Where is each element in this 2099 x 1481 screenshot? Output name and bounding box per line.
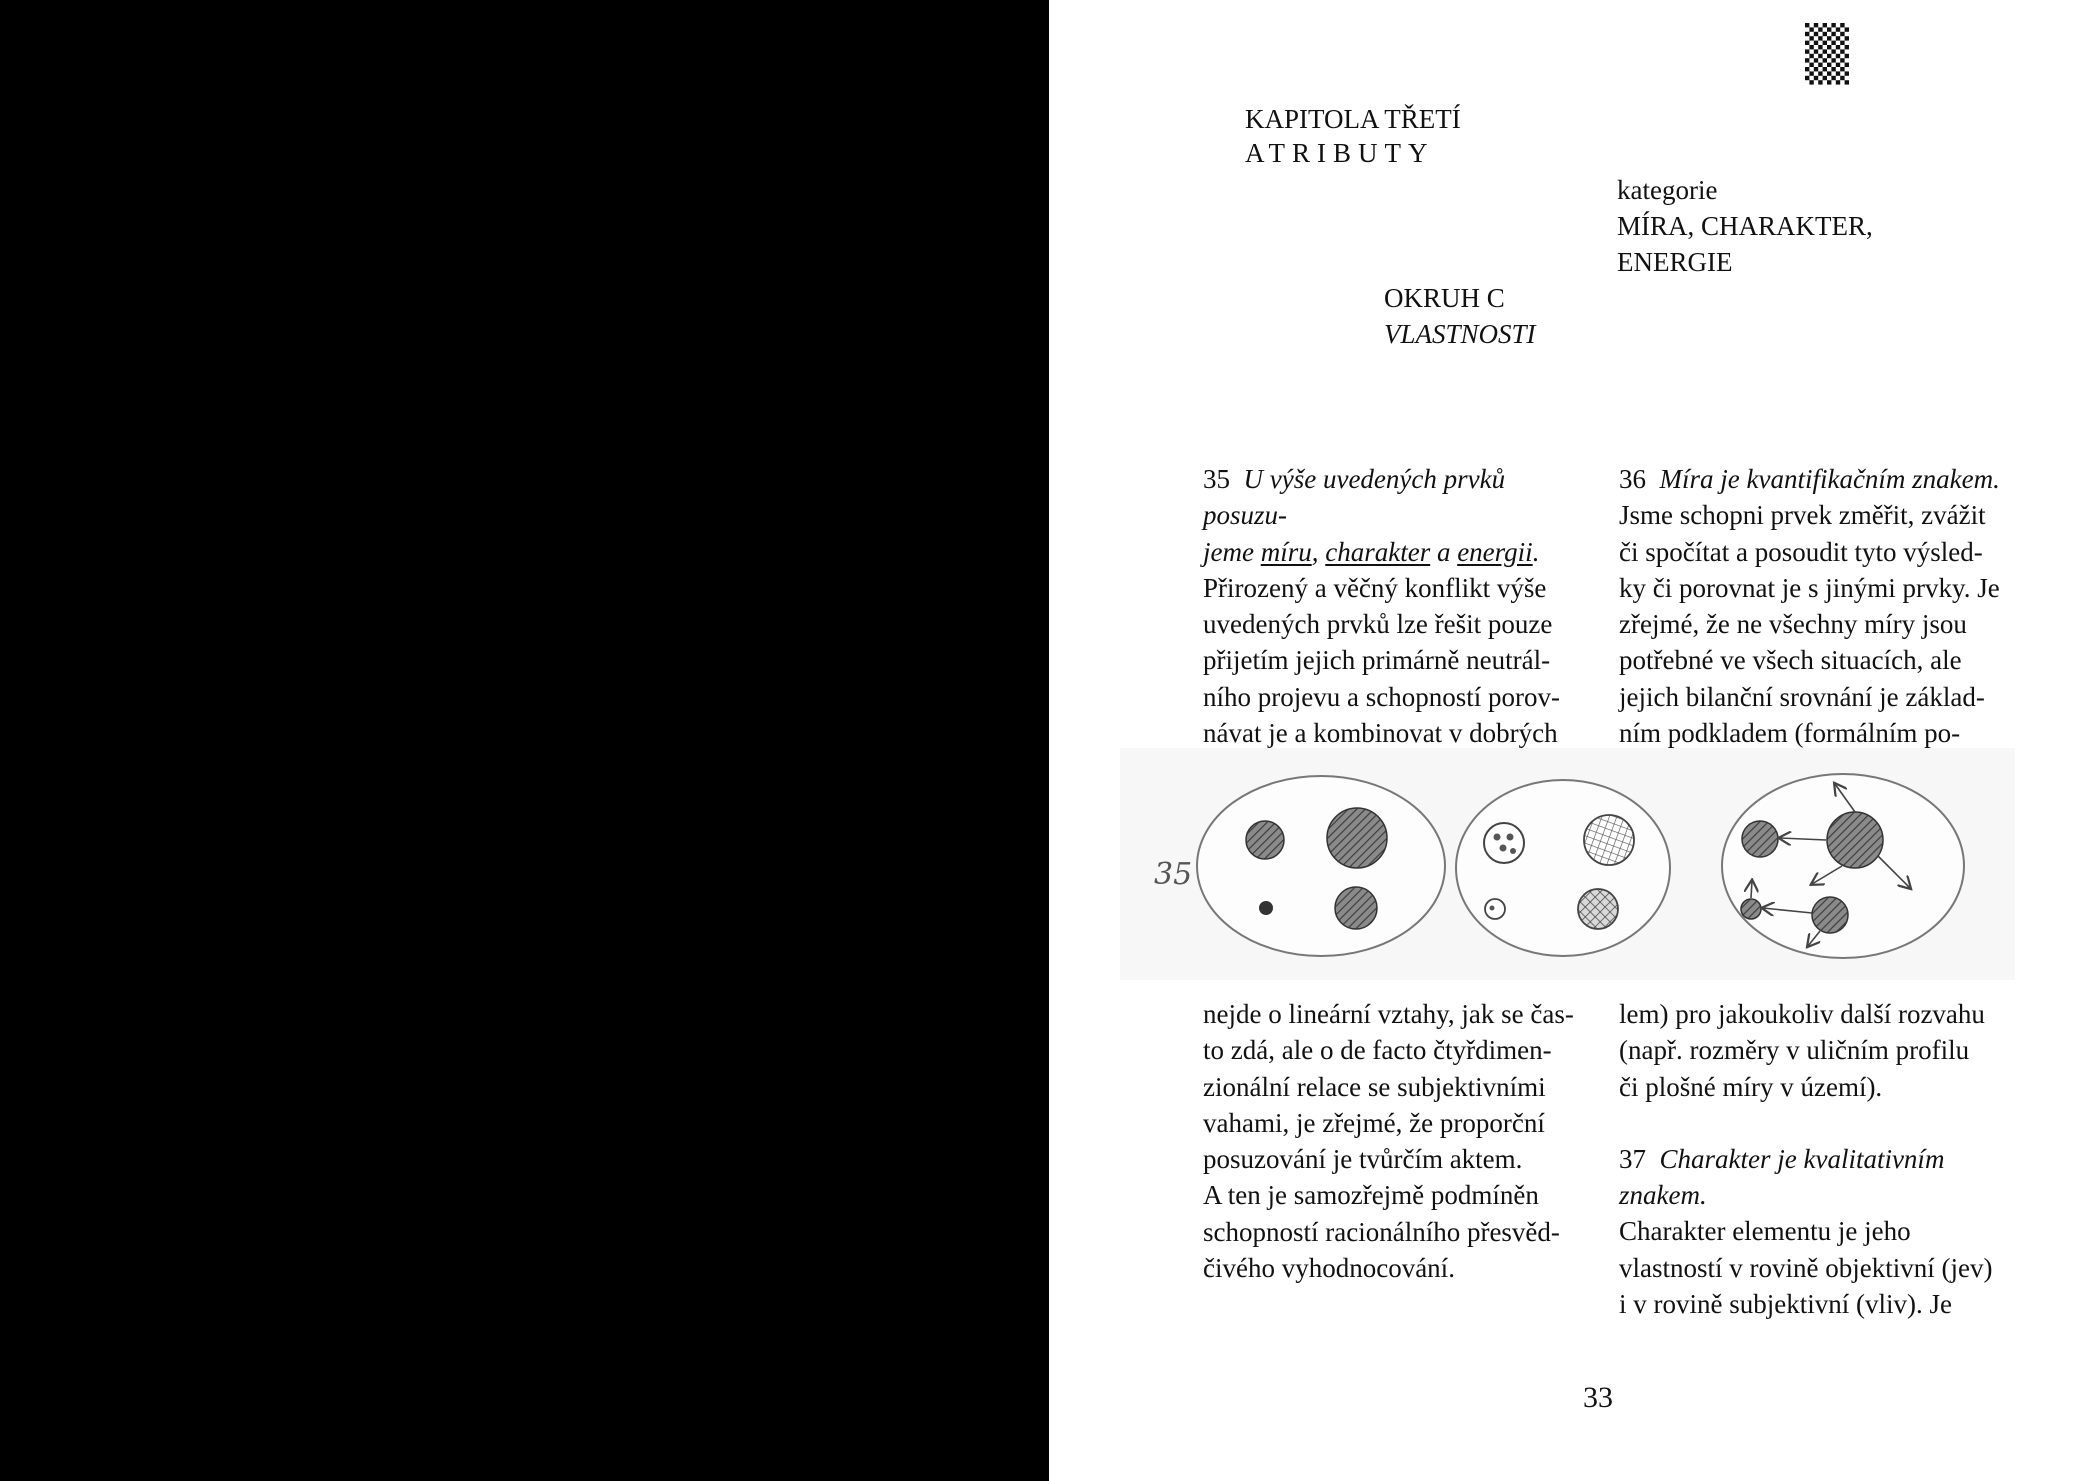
text-line: jejich bilanční srovnání je základ- xyxy=(1619,681,1985,712)
chapter-subtitle: ATRIBUTY xyxy=(1245,138,1435,168)
sketch-circle-1 xyxy=(1197,776,1445,956)
okruh-name: VLASTNOSTI xyxy=(1384,319,1536,349)
paragraph-35-heading-line-1 xyxy=(1203,461,1595,534)
heading-fragment: . xyxy=(1532,536,1540,567)
paragraph-37-heading-line-2: znakem. xyxy=(1619,1180,1707,1211)
text-line: A ten je samozřejmě podmíněn xyxy=(1203,1180,1539,1211)
text-line: uvedených prvků lze řešit pouze xyxy=(1203,609,1553,640)
text-line: to zdá, ale o de facto čtyřdimen- xyxy=(1203,1035,1552,1066)
okruh-label: OKRUH C xyxy=(1384,283,1505,313)
sketch-circle-3 xyxy=(1722,774,1964,958)
paragraph-35-heading-text: U výše uvedených prvků posuzu- xyxy=(1203,464,1506,531)
page-number: 33 xyxy=(1583,1381,1613,1414)
text-line: ního projevu a schopností porov- xyxy=(1203,681,1560,712)
text-line: ky či porovnat je s jinými prvky. Je xyxy=(1619,572,2000,603)
sketch-label: 35 xyxy=(1154,857,1193,892)
category-label: kategorie xyxy=(1617,175,1718,205)
paragraph-number: 37 xyxy=(1619,1143,1646,1174)
text-line: vahami, je zřejmé, že proporční xyxy=(1203,1107,1545,1138)
paragraph-number: 36 xyxy=(1619,464,1646,494)
text-line: zřejmé, že ne všechny míry jsou xyxy=(1619,609,1967,640)
heading-fragment: , xyxy=(1311,536,1326,567)
heading-fragment: jeme xyxy=(1203,536,1261,567)
text-line: přijetím jejich primárně neutrál- xyxy=(1203,645,1551,676)
text-line: lem) pro jakoukoliv další rozvahu xyxy=(1619,999,1985,1029)
paragraph-36-heading xyxy=(1619,461,2019,497)
text-line: návat je a kombinovat v dobrých xyxy=(1203,718,1558,749)
paragraph-35-top xyxy=(1203,461,1595,788)
text-line: (např. rozměry v uličním profilu xyxy=(1619,1035,1970,1066)
text-line: nejde o lineární vztahy, jak se čas- xyxy=(1203,999,1574,1029)
text-line: Charakter elementu je jeho xyxy=(1619,1216,1911,1247)
text-line: či plošné míry v území). xyxy=(1619,1071,1883,1102)
paragraph-37-heading-line-1 xyxy=(1619,1141,2019,1177)
text-line: posuzování je tvůrčím aktem. xyxy=(1203,1144,1523,1175)
text-line: vlastností v rovině objektivní (jev) xyxy=(1619,1252,1993,1283)
paragraph-36-heading-text: Míra je kvantifikačním znakem. xyxy=(1659,464,2000,494)
text-line: či spočítat a posoudit tyto výsled- xyxy=(1619,536,1983,567)
text-line: Jsme schopni prvek změřit, zvážit xyxy=(1619,500,1986,531)
sketch-illustration xyxy=(1120,748,2015,980)
okruh-block xyxy=(1384,280,1536,352)
category-block xyxy=(1617,172,1873,280)
paragraph-36-37-bottom xyxy=(1619,996,2019,1322)
term-energii: energii xyxy=(1457,536,1533,567)
paragraph-35-bottom xyxy=(1203,996,1595,1286)
text-line: čivého vyhodnocování. xyxy=(1203,1253,1455,1284)
chapter-heading xyxy=(1245,102,1461,170)
left-page-black xyxy=(0,0,1049,1481)
term-miru: míru xyxy=(1260,536,1312,567)
paragraph-37-heading-text: Charakter je kvalitativním xyxy=(1659,1143,1945,1174)
text-line: ním podkladem (formálním po- xyxy=(1619,718,1961,749)
paragraph-number: 35 xyxy=(1203,464,1230,494)
paragraph-35-heading-line-2 xyxy=(1203,534,1595,570)
checkered-pattern-icon xyxy=(1805,22,1849,86)
paragraph-36-top xyxy=(1619,461,2019,751)
text-line: schopností racionálního přesvěd- xyxy=(1203,1216,1560,1247)
sketch-circle-2 xyxy=(1456,780,1670,956)
term-charakter: charakter xyxy=(1325,536,1431,567)
text-line: i v rovině subjektivní (vliv). Je xyxy=(1619,1289,1952,1320)
heading-fragment: a xyxy=(1430,536,1458,567)
chapter-title: KAPITOLA TŘETÍ xyxy=(1245,104,1461,134)
text-line: potřebné ve všech situacích, ale xyxy=(1619,645,1962,676)
paragraph-gap xyxy=(1619,1105,2019,1141)
category-names: MÍRA, CHARAKTER, ENERGIE xyxy=(1617,211,1873,277)
text-line: zionální relace se subjektivními xyxy=(1203,1071,1546,1102)
text-line: Přirozený a věčný konflikt výše xyxy=(1203,572,1547,603)
